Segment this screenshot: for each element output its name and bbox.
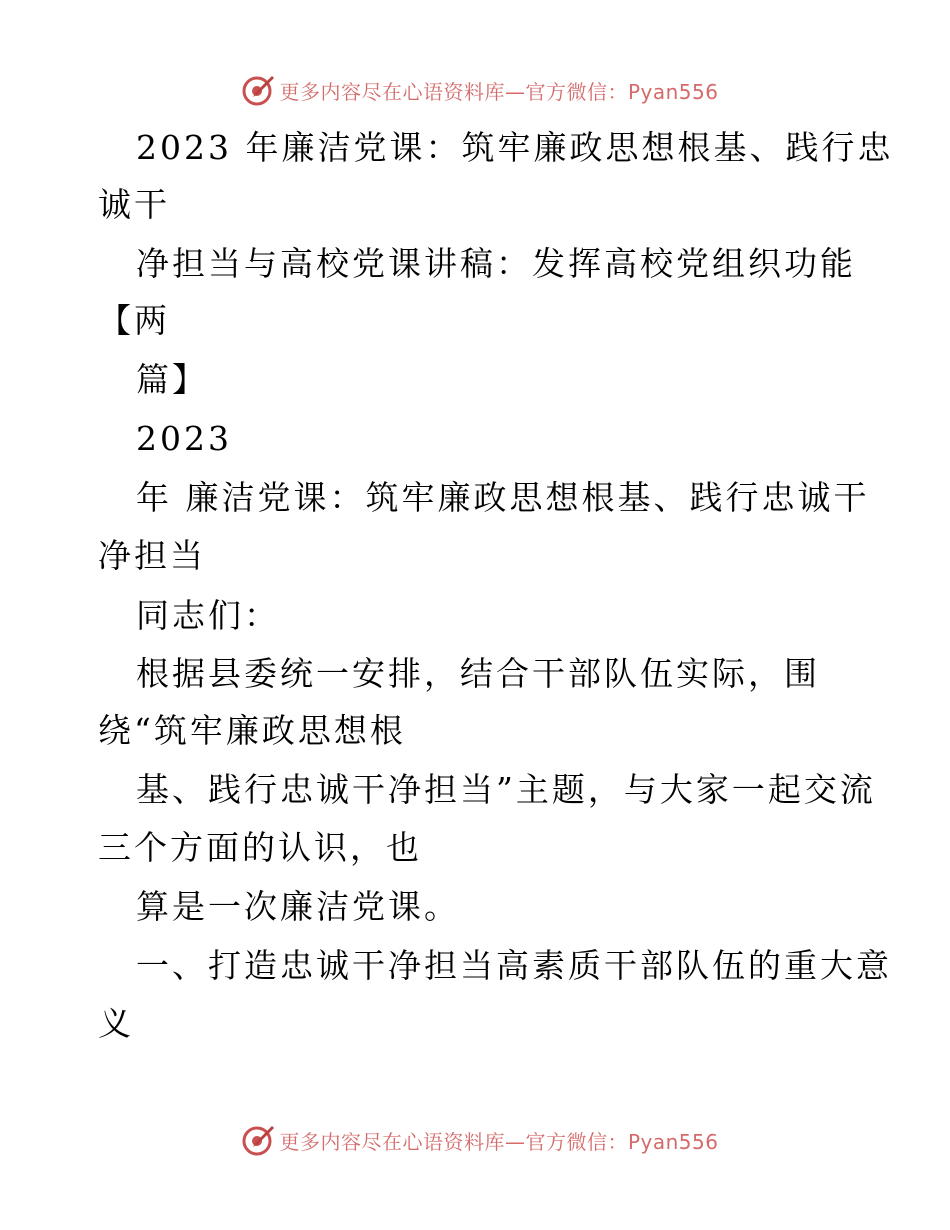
watermark-group: [241, 73, 718, 107]
text-line: 净担当: [98, 536, 206, 575]
footer-watermark: [0, 1120, 950, 1160]
watermark-group: [241, 1123, 718, 1157]
text-line: 三个方面的认识，也: [98, 828, 422, 867]
text-line: 根据县委统一安排，结合干部队伍实际，围: [136, 654, 820, 693]
watermark-text: 更多内容尽在心语资料库—官方微信：Pyan556: [279, 79, 719, 104]
watermark-text: 更多内容尽在心语资料库—官方微信：Pyan556: [279, 1129, 719, 1154]
header-watermark: [0, 70, 950, 110]
pen-logo-icon: [241, 1123, 275, 1157]
text-line: 绕“筑牢廉政思想根: [98, 711, 406, 750]
pen-logo-icon: [241, 73, 275, 107]
text-line: 【两: [98, 301, 170, 340]
text-line: 算是一次廉洁党课。: [136, 887, 460, 926]
text-line: 同志们：: [136, 596, 280, 635]
text-line: 2023 年廉洁党课：筑牢廉政思想根基、践行忠: [136, 128, 894, 167]
text-line: 基、践行忠诚干净担当”主题，与大家一起交流: [136, 770, 876, 809]
text-line: 诚干: [98, 185, 170, 224]
text-line: 年 廉洁党课：筑牢廉政思想根基、践行忠诚干: [136, 478, 870, 517]
text-line: 2023: [136, 419, 232, 458]
text-line: 义: [98, 1004, 134, 1043]
text-line: 一、打造忠诚干净担当高素质干部队伍的重大意: [136, 946, 892, 985]
text-line: 净担当与高校党课讲稿：发挥高校党组织功能: [136, 244, 856, 283]
text-line: 篇】: [136, 360, 208, 399]
